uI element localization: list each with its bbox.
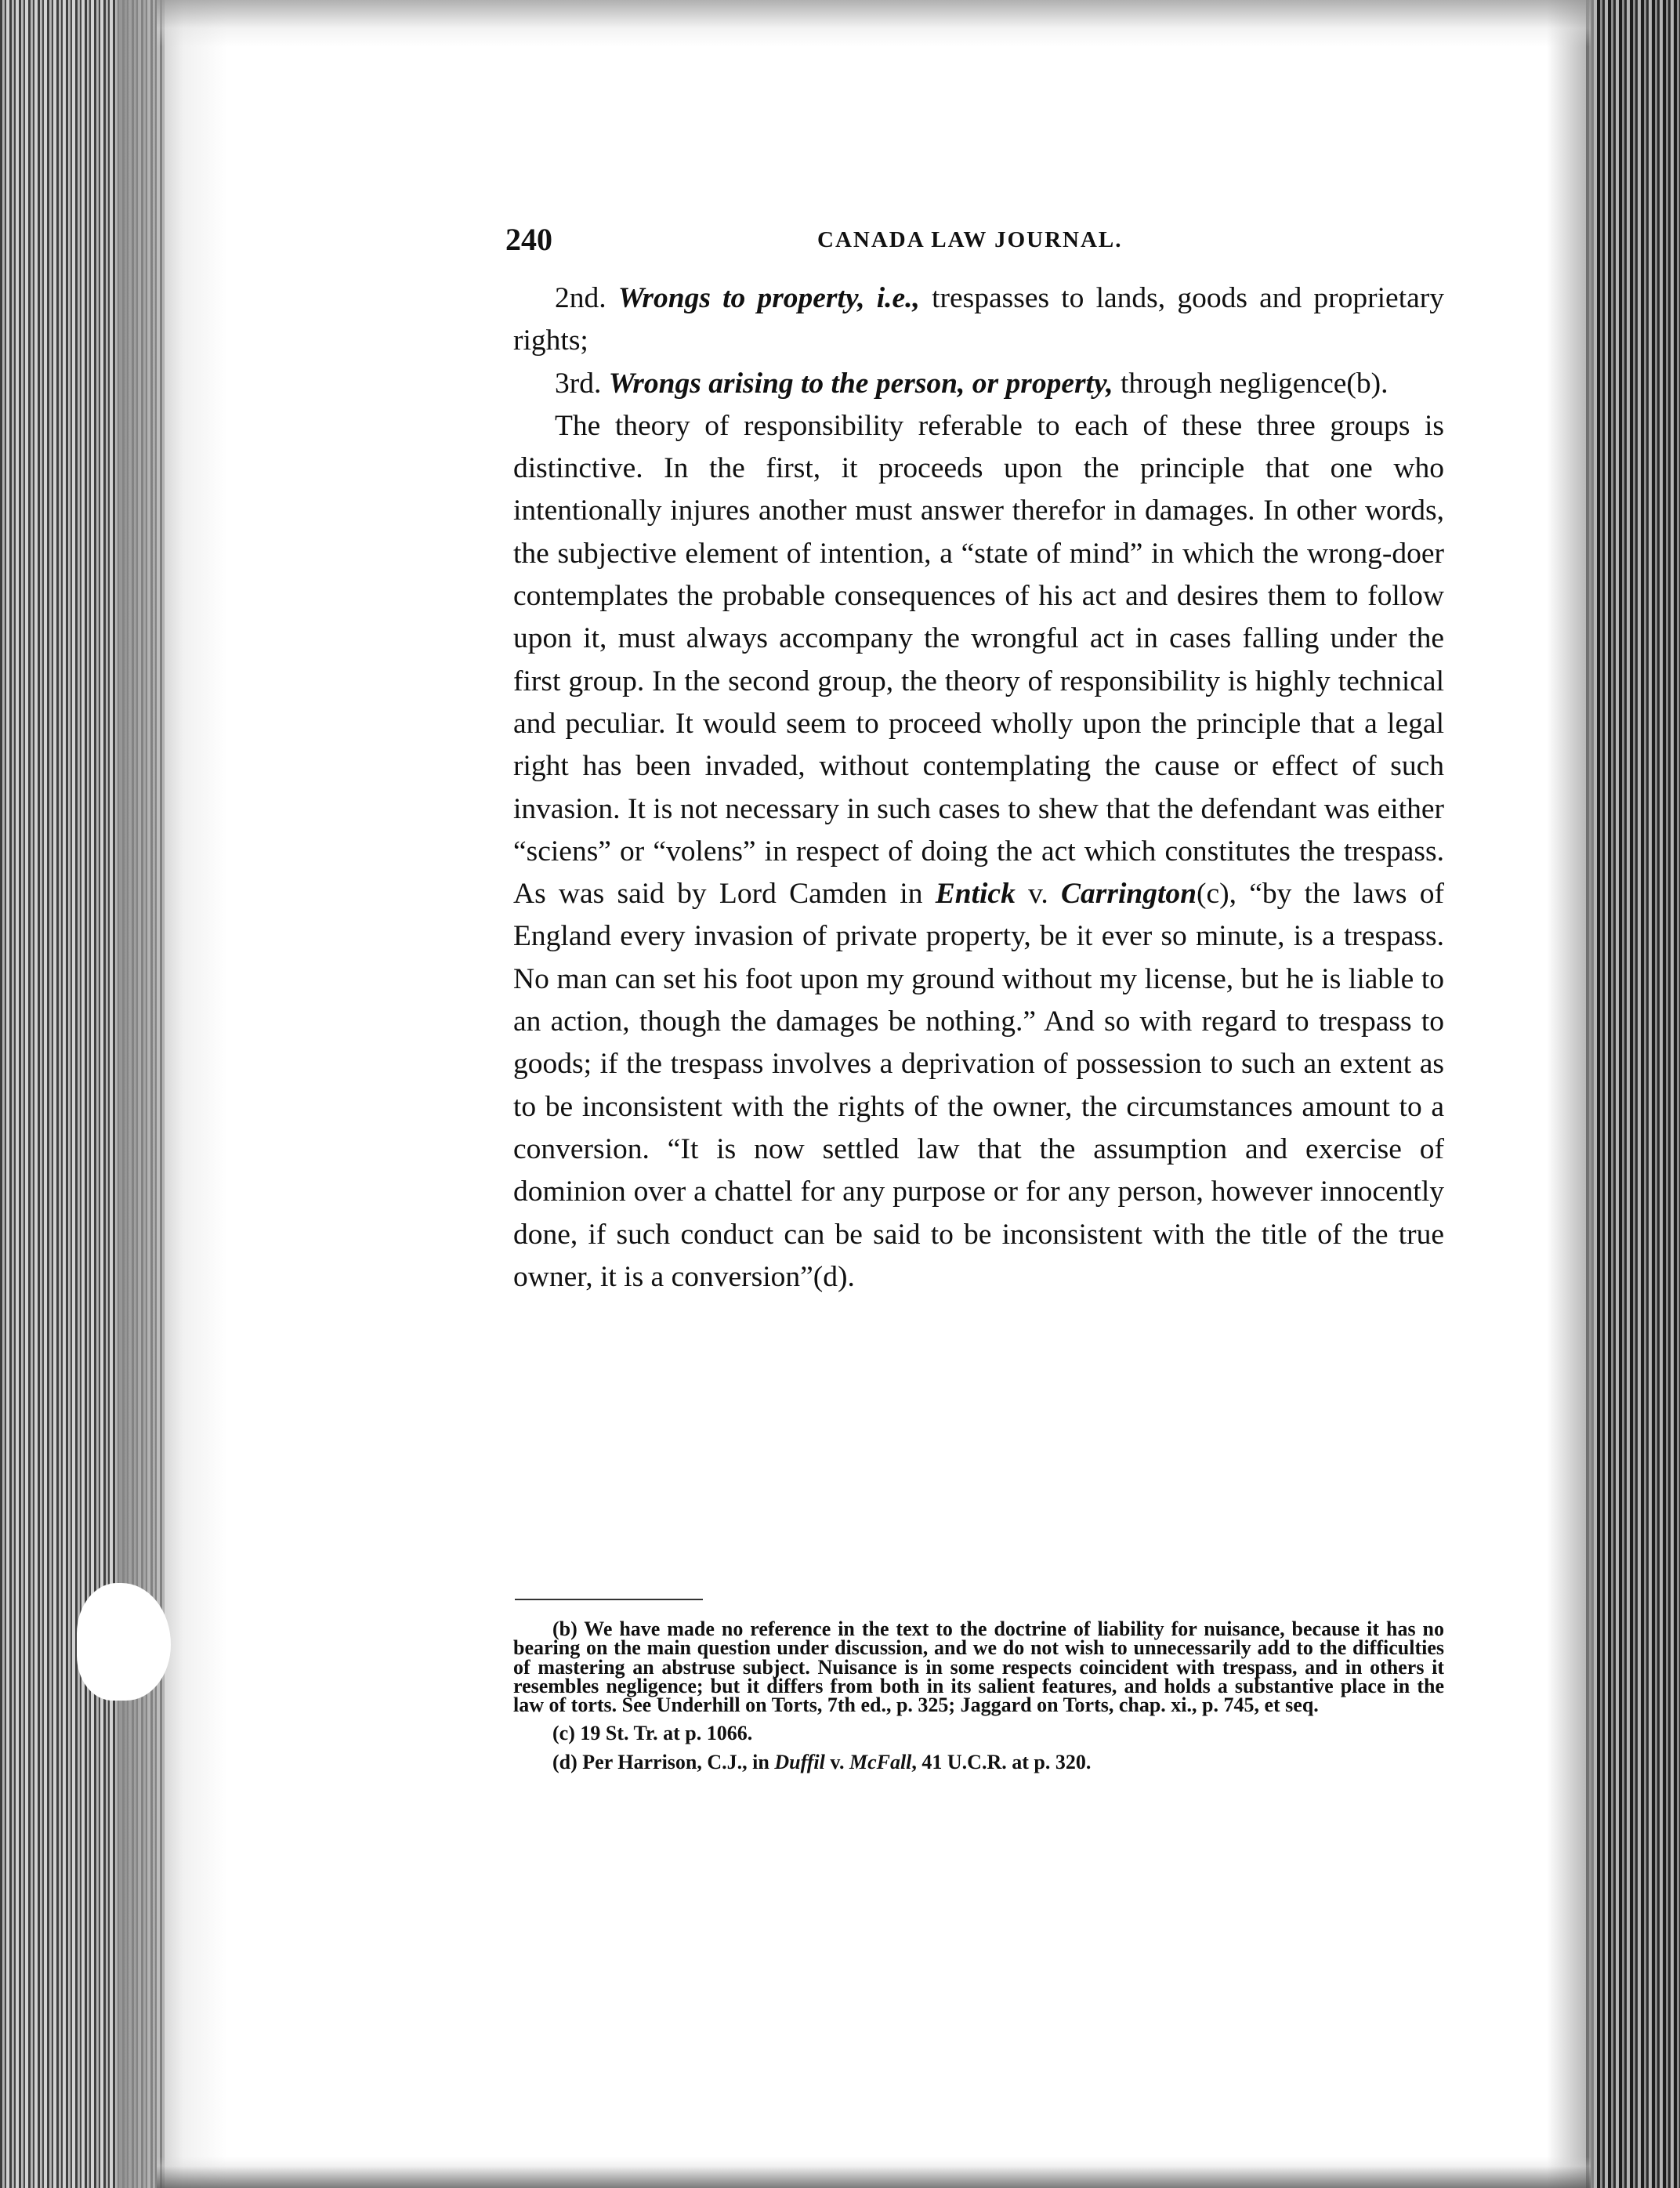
scan-right-edge [1586,0,1680,2188]
case-name: Carrington [1061,878,1197,911]
journal-title: CANADA LAW JOURNAL. [817,227,1123,252]
footnote-d: (d) Per Harrison, C.J., in Duffil v. McFall, 41 U.C.R. at p. 320. [552,1750,1092,1773]
footnote-b: (b) We have made no reference in the text to the doctrine of liability for nuisance, because it has no bearing on the main question under discussion, and we do not wish to unnecessarily add to the difficulties of mastering an abstruse subject. Nuisance is in some respects coincident with trespass, and in others it resembles negligence; but it differs from both in its salient features, and holds a substantive place in the law of torts. See Underhill on Torts, 7th ed., p. 325; Jaggard on Torts, chap. xi., p. 745, et seq. [513,1617,1444,1717]
running-head [505,221,1446,260]
page-number: 240 [505,222,552,257]
footnotes [513,1617,1444,1781]
scan-right-shadow [1547,0,1594,2188]
paragraph-wrongs-to-property: 2nd. Wrongs to property, i.e., trespasses to lands, goods and proprietary rights; [513,282,1444,357]
case-name: Duffil [774,1750,825,1773]
footnote-c: (c) 19 St. Tr. at p. 1066. [552,1722,753,1745]
case-name: McFall [849,1750,912,1773]
main-text [513,277,1444,1299]
scan-top-edge [157,0,1591,47]
footnote-rule [515,1599,703,1600]
scan-left-shadow [118,0,227,2188]
case-name: Entick [935,878,1016,911]
scan-bottom-edge [157,2157,1591,2188]
paragraph-theory-of-responsibility: The theory of responsibility referable to each of these three groups is distinctive. In the first, it proceeds upon the principle that one who intentionally injures another must answer therefor in damages. In other words, the subjective element of intention, a “state of mind” in which the wrong-doer contemplates the probable consequences of his act and desires them to follow upon it, must always accompany the wrongful act in cases falling under the first group. In the second group, the theory of responsibility is highly technical and peculiar. It would seem to proceed wholly upon the principle that a legal right has been invaded, without contemplating the cause or effect of such invasion. It is not necessary in such cases to shew that the defendant was either “sciens” or “volens” in respect of doing the act which constitutes the trespass. As was said by Lord Camden in Entick v. Carrington(c), “by the laws of England every invasion of private property, be it ever so minute, is a trespass. No man can set his foot upon my ground without my license, but he is liable to an action, though the damages be nothing.” And so with regard to trespass to goods; if the trespass involves a deprivation of possession to such an extent as to be inconsistent with the rights of the owner, the circumstances amount to a conversion. “It is now settled law that the assumption and exercise of dominion over a chattel for any purpose or for any person, however innocently done, if such conduct can be said to be inconsistent with the title of the true owner, it is a conversion”(d). [513,409,1444,1293]
paragraph-wrongs-negligence: 3rd. Wrongs arising to the person, or property, through negligence(b). [555,367,1389,400]
